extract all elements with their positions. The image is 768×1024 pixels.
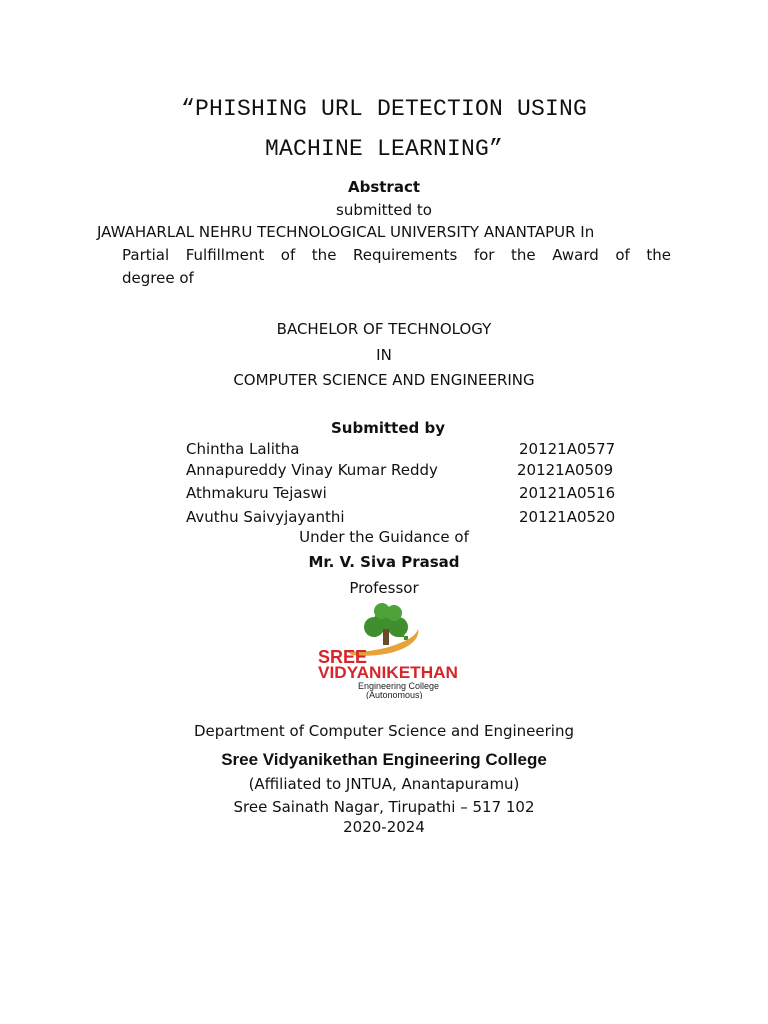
submitted-by-heading: Submitted by <box>331 419 445 437</box>
academic-years: 2020-2024 <box>343 818 425 836</box>
abstract-heading: Abstract <box>347 178 421 196</box>
guide-name: Mr. V. Siva Prasad <box>308 553 460 571</box>
submitted-to-label: submitted to <box>336 201 432 219</box>
project-title-line-1: “PHISHING URL DETECTION USING <box>180 96 588 122</box>
degree-line-1: BACHELOR OF TECHNOLOGY <box>276 320 492 338</box>
university-line-1: JAWAHARLAL NEHRU TECHNOLOGICAL UNIVERSITY ANANTAPUR In <box>97 223 595 241</box>
logo-text-line-1: SREE <box>318 647 368 667</box>
university-line-2: Partial Fulfillment of the Requirements for the Award of the <box>122 246 671 264</box>
student-name: Avuthu Saivyjayanthi <box>186 508 345 526</box>
affiliation-text: (Affiliated to JNTUA, Anantapuramu) <box>248 775 520 793</box>
student-roll-number: 20121A0509 <box>517 461 614 479</box>
college-logo <box>316 603 462 699</box>
student-name: Chintha Lalitha <box>186 440 300 458</box>
student-name: Annapureddy Vinay Kumar Reddy <box>186 461 438 479</box>
university-paragraph <box>97 221 671 290</box>
logo-text-line-2: VIDYANIKETHAN <box>318 663 458 682</box>
university-line-3: degree of <box>122 269 194 287</box>
logo-text-line-3: Engineering College <box>358 681 440 691</box>
guide-designation: Professor <box>349 579 419 597</box>
project-title-line-2: MACHINE LEARNING” <box>264 136 504 162</box>
student-roll-number: 20121A0520 <box>519 508 616 526</box>
student-name: Athmakuru Tejaswi <box>186 484 327 502</box>
college-name: Sree Vidyanikethan Engineering College <box>221 750 547 769</box>
student-roll-number: 20121A0577 <box>519 440 616 458</box>
degree-line-3: COMPUTER SCIENCE AND ENGINEERING <box>233 371 535 389</box>
tree-icon <box>364 603 408 645</box>
department-name: Department of Computer Science and Engineering <box>193 722 574 740</box>
degree-line-2: IN <box>376 346 392 364</box>
college-address: Sree Sainath Nagar, Tirupathi – 517 102 <box>233 798 535 816</box>
logo-text-line-4: (Autonomous) <box>366 690 423 699</box>
student-roll-number: 20121A0516 <box>519 484 616 502</box>
college-logo-graphic <box>316 603 462 699</box>
guidance-label: Under the Guidance of <box>299 528 469 546</box>
